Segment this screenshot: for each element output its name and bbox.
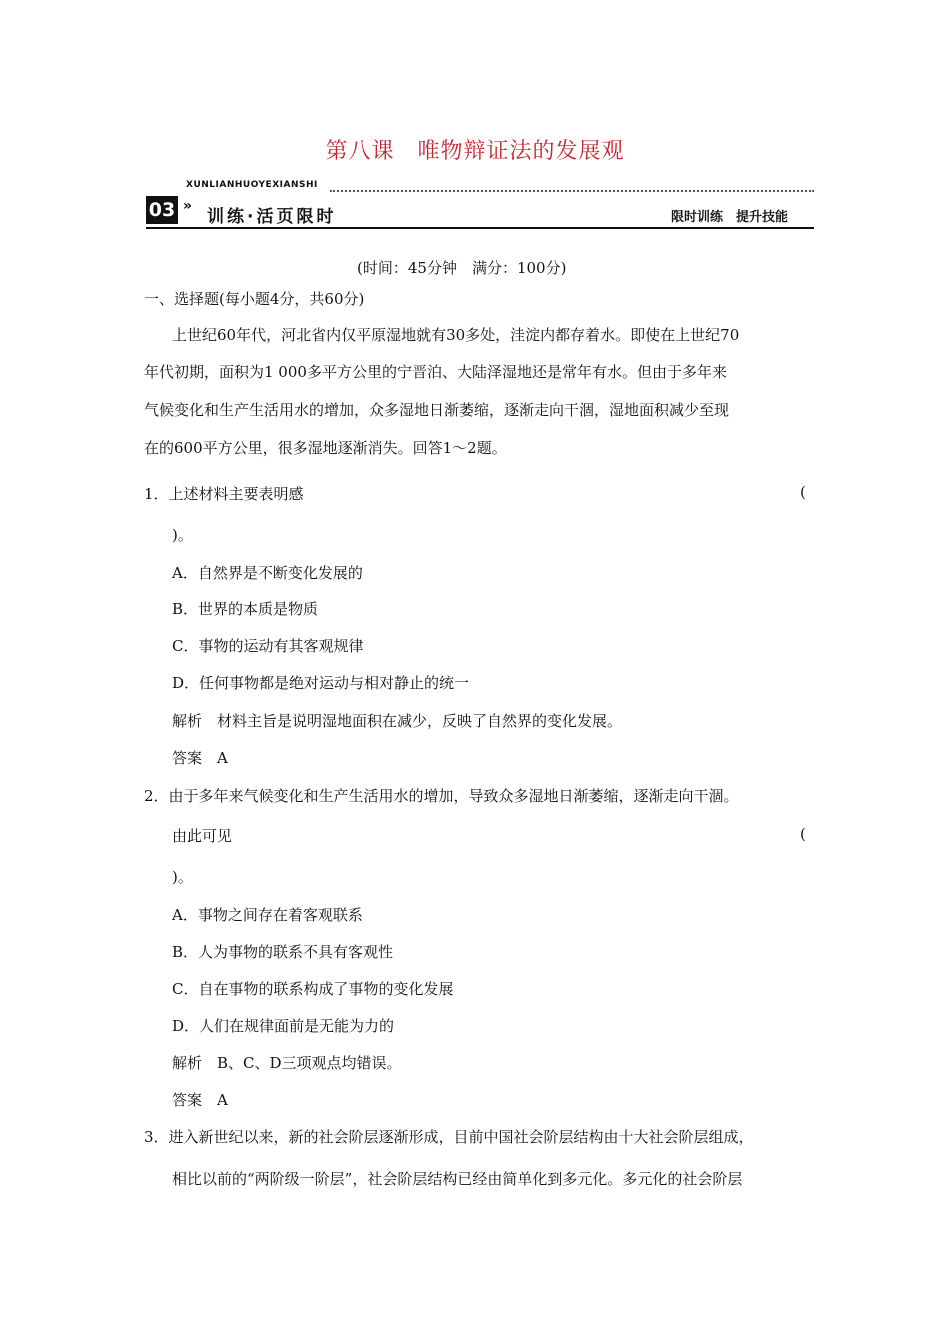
- page-title: 第八课 唯物辩证法的发展观: [325, 139, 625, 164]
- option-b: B．人为事物的联系不具有客观性: [172, 943, 394, 961]
- passage-line: 气候变化和生产生活用水的增加，众多湿地日渐萎缩，逐渐走向干涸，湿地面积减少至现: [144, 401, 730, 419]
- exam-meta: (时间：45分钟 满分：100分): [357, 259, 567, 277]
- banner-slogan: 限时训练 提升技能: [670, 210, 788, 225]
- answer: 答案 A: [172, 1091, 228, 1109]
- analysis: 解析 B、C、D三项观点均错误。: [172, 1054, 402, 1072]
- section-heading: 一、选择题(每小题4分，共60分): [144, 290, 365, 308]
- chevron-icon: »: [183, 198, 193, 214]
- section-number-badge: 03: [146, 196, 178, 224]
- question-1-stem: 1．上述材料主要表明感: [144, 485, 304, 503]
- option-b: B．世界的本质是物质: [172, 600, 319, 618]
- banner-dotted-rule: [330, 190, 814, 192]
- option-c: C．自在事物的联系构成了事物的变化发展: [172, 980, 454, 998]
- answer-bracket-close: )。: [172, 868, 193, 886]
- option-d: D．人们在规律面前是无能为力的: [172, 1017, 395, 1035]
- passage-line: 上世纪60年代，河北省内仅平原湿地就有30多处，洼淀内都存着水。即使在上世纪70: [172, 326, 740, 344]
- passage-line: 在的600平方公里，很多湿地逐渐消失。回答1～2题。: [144, 439, 507, 457]
- question-2-stem: 2．由于多年来气候变化和生产生活用水的增加，导致众多湿地日渐萎缩，逐渐走向干涸。: [144, 787, 739, 805]
- question-3-stem-cont: 相比以前的“两阶级一阶层”，社会阶层结构已经由简单化到多元化。多元化的社会阶层: [172, 1170, 743, 1188]
- answer-bracket-open: (: [800, 825, 806, 843]
- option-c: C．事物的运动有其客观规律: [172, 637, 364, 655]
- option-d: D．任何事物都是绝对运动与相对静止的统一: [172, 674, 470, 692]
- passage-line: 年代初期，面积为1 000多平方公里的宁晋泊、大陆泽湿地还是常年有水。但由于多年来: [144, 363, 727, 381]
- question-2-stem-cont: 由此可见: [172, 827, 233, 845]
- answer: 答案 A: [172, 749, 228, 767]
- answer-bracket-open: (: [800, 483, 806, 501]
- question-3-stem: 3．进入新世纪以来，新的社会阶层逐渐形成，目前中国社会阶层结构由十大社会阶层组成，: [144, 1128, 754, 1146]
- option-a: A．事物之间存在着客观联系: [172, 906, 363, 924]
- banner-title: 训练·活页限时: [207, 207, 337, 227]
- banner-underline: [146, 227, 814, 229]
- banner-pinyin: XUNLIANHUOYEXIANSHI: [186, 180, 318, 190]
- answer-bracket-close: )。: [172, 526, 193, 544]
- option-a: A．自然界是不断变化发展的: [172, 564, 363, 582]
- analysis: 解析 材料主旨是说明湿地面积在减少，反映了自然界的变化发展。: [172, 712, 623, 730]
